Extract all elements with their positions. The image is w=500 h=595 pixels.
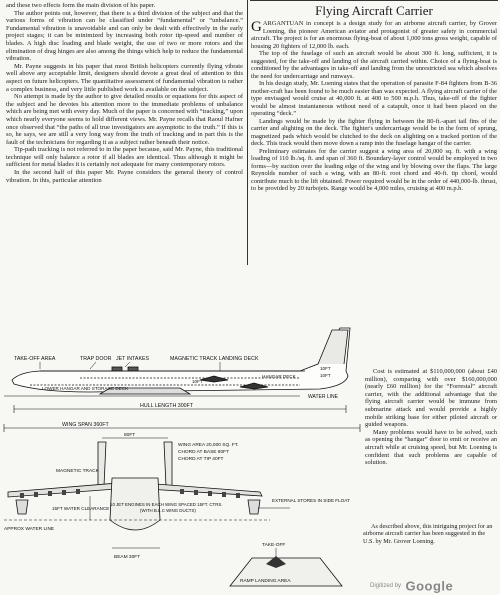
tail-fin-right: [164, 442, 172, 486]
paragraph: and these two effects form the main division of his paper.: [6, 2, 156, 9]
drop-cap: G: [251, 19, 262, 35]
label-chord-base: CHORD AT BASE 80FT: [178, 450, 230, 455]
narrow-column-text: [365, 368, 497, 518]
label-beam: BEAM 30FT: [114, 555, 141, 560]
label-hangar-deck: HANGAR DECK: [262, 374, 296, 379]
label-water-line: WATER LINE: [308, 394, 339, 400]
label-magnetic-track: MAGNETIC TRACK LANDING DECK: [170, 356, 259, 362]
paragraph: Landings would be made by the fighter flying in between the 80-ft.-apart tail fins of the carrier and alighting on the deck. The fighter's undercarriage would be in the form of sprung, magnetized pads which would be clutched to the deck on alighting on a tracked portion of the deck. This track would then move down a ramp into the fuselage hangar of the carrier.: [251, 117, 497, 147]
paragraph: Many problems would have to be solved, such as opening the “hangar” door to emit or receive an aircraft while at cruising speed, but Mr. Loening is confident that such problems are capable of solution.: [365, 428, 497, 467]
jet-intake: [112, 367, 122, 371]
paragraph: The top of the fuselage of such an aircraft would be about 300 ft. long, sufficient, it is suggested, for the take-off and landing of the aircraft carried within. Choice of a flying-boat is conditioned by the advantages in take-off and landing from the unrestricted sea which absolves the need for undercarriage and runways.: [251, 50, 497, 80]
label-takeoff: TAKE-OFF: [262, 543, 286, 548]
left-column-text: [6, 2, 243, 277]
label-dim-10ft: 10FT: [320, 366, 331, 371]
digitized-watermark: [370, 577, 453, 595]
paragraph: Preliminary estimates for the carrier suggest a wing area of 20,000 sq. ft. with a wing loading of 110 lb./sq. ft. and span of 360 ft. Boundary-layer control would be employed in two forms—by suction over the leading edge of the wing and by blowing over the flaps. The large Reynolds number of such a wing, with an 80-ft. root chord and 40-ft. tip chord, would contribute much to the lift obtained. Power required would be in the order of 440,000-lb. thrust, to be provided by 20 turbojets. Range would be 4,000 miles, cruising at 400 m.p.h.: [251, 147, 497, 192]
label-external-stores: EXTERNAL STORES IN SIDE FLOAT: [272, 498, 350, 503]
watermark-text: Digitized by: [370, 582, 402, 589]
article-title: Flying Aircraft Carrier: [315, 3, 433, 18]
jet-intake: [128, 367, 138, 371]
label-hull-length: HULL LENGTH 300FT: [140, 403, 194, 409]
label-lower-hangar: LOWER HANGAR AND STORAGE DECK: [42, 386, 129, 391]
paragraph: [251, 20, 497, 50]
carrier-diagram: [0, 268, 366, 591]
side-float-right: [248, 500, 260, 514]
label-jet-intakes: JET INTAKES: [116, 356, 150, 362]
label-ramp-landing: RAMP LANDING AREA: [240, 579, 291, 584]
paragraph: In his design study, Mr. Loening states that the operation of parasite F-84 fighters from B-36 mother-craft has been found to be much easier than was expected. A flying aircraft carrier of the type envisaged would cruise at 40,000 ft. at 400 to 500 m.p.h. Thus, take-off of the fighter would be almost instantaneous without need of a catapult, once it had been placed on the operating “deck.”: [251, 80, 497, 117]
google-logo: Google: [405, 578, 454, 594]
label-wing-area: WING AREA 20,000 SQ. FT.: [178, 443, 239, 448]
article-top-rule: [250, 0, 498, 1]
side-float-left: [16, 500, 28, 514]
label-water-clearance: 15FT WATER CLEARANCE: [52, 506, 110, 511]
label-approx-water-line: APPROX WATER LINE: [4, 527, 55, 532]
paragraph: In the second half of this paper Mr. Payne considers the general theory of control vibration. In this, particular attention: [6, 169, 243, 184]
carrier-diagram-svg: [0, 268, 366, 591]
label-80ft: 80FT: [124, 433, 136, 438]
label-takeoff-area: TAKE-OFF AREA: [14, 356, 56, 362]
figure-caption: [363, 523, 497, 545]
paragraph: The author points out, however, that there is a third division of the subject and that the various forms of vibration can be classified under “fundamental” or “unbalance.” Fundamental vibration is unavoidable and can only be dealt with effectively in the early project stages; it can be minimized by increasing both rotor tip-speed and number of blades. A high disc loading and blade weight, the use of two or more rotors and the elimination of drag hinges are also among the things which help to reduce the fundamental vibration.: [6, 9, 243, 63]
label-blc: (WITH B.L.C WING DUCTS): [140, 508, 196, 513]
column-divider: [247, 0, 248, 265]
caption-text: As described above, this intriguing project for an airborne aircraft carrier has been suggested in the U.S. by Mr. Grover Loening.: [363, 523, 493, 545]
paragraph: No attempt is made by the author to give detailed results or equations for this aspect of the subject and he devotes his attention more to the immediate problems of unbalance which are being met with every day. Much of the paper is concerned with “tracking,” upon which nearly everyone seems to hold different views. Mr. Payne recalls that Raoul Hafner once observed that “the paths of all true investigators are asymptotic to the truth.” If this is so, he says, we are still a very long way from the truth of tracking and in part this is the fault of the technicians for regarding it as a subject rather beneath their notice.: [6, 93, 243, 146]
paragraph: Cost is estimated at $110,000,000 (about £40 million), comparing with over $160,000,000 (nearly £60 million) for the “Forrestal” aircraft carrier, with the additional advantage that the flying aircraft carrier would be immune from submarine attack and would provide a highly mobile striking base for either piloted aircraft or guided weapons.: [365, 368, 497, 429]
paragraph: Mr. Payne suggests in his paper that most British helicopters currently flying vibrate well above any acceptable limit, designers should devote a great deal of attention to this aspect on future helicopters. The quantitative assessment of fundamental vibration is rather a complex business, and very little published work is available on the subject.: [6, 62, 243, 93]
tail-fin: [318, 330, 348, 364]
label-dim-10ft: 10FT: [192, 379, 203, 384]
label-chord-tip: CHORD AT TIP 40FT: [178, 457, 224, 462]
paragraph-text: ARGANTUAN in concept is a design study for an airborne aircraft carrier, by Grover Loening, the pioneer American aviator and protagonist of greater safety in commercial aircraft. The project is for an enormous flying-boat of about 1,000 tons gross weight, capable of housing 20 fighters of 12,000 lb. each.: [251, 20, 497, 50]
tail-fin-left: [98, 442, 106, 486]
article-body: [251, 20, 497, 193]
label-wing-span: WING SPAN 360FT: [62, 422, 109, 428]
label-jet-engines: 10 JET ENGINES IN EACH WING SPACED 15FT. CTRS.: [110, 502, 223, 507]
label-trap-door: TRAP DOOR: [80, 356, 112, 362]
label-dim-10ft: 10FT: [320, 373, 331, 378]
label-magnetic-track: MAGNETIC TRACK: [56, 469, 99, 474]
side-view: [4, 328, 350, 413]
paragraph: Tip-path tracking is not referred to in the paper because, said Mr. Payne, this traditional technique will only balance a rotor if all blades are identical. Thus although it might be sufficient for metal blades it is certainly not adequate for many contemporary rotors.: [6, 146, 243, 169]
